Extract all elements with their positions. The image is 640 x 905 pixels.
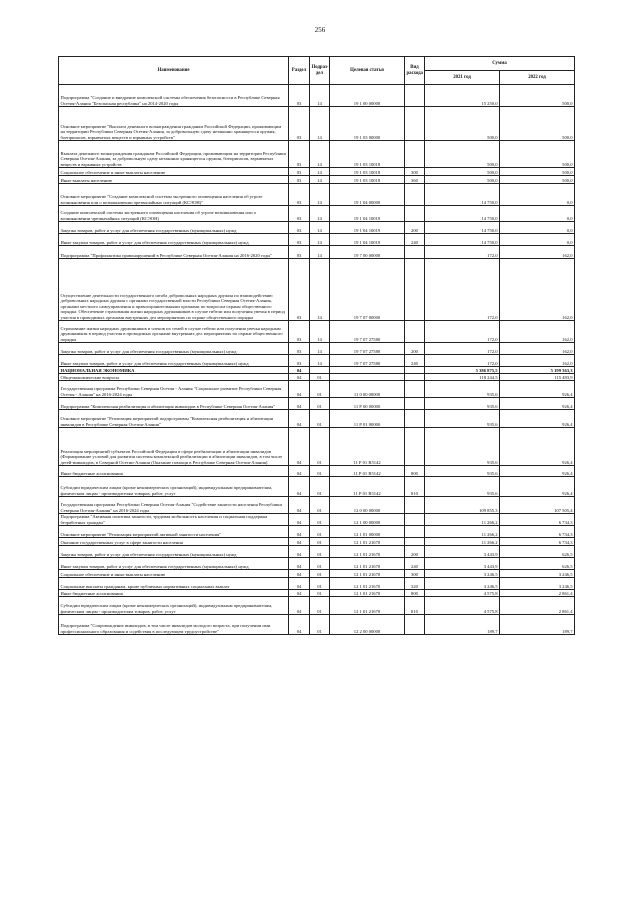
row-podrazdel: 01: [310, 381, 330, 398]
row-vid: [405, 398, 425, 410]
row-vid: 200: [405, 222, 425, 234]
row-sum-2022: 926,4: [500, 410, 575, 428]
row-razdel: 03: [289, 259, 310, 321]
table-row: [59, 321, 575, 343]
row-name: Оказание государственных услуг в сфере занятости населения: [59, 538, 289, 546]
table-row: [59, 514, 575, 526]
table-row: [59, 355, 575, 367]
table-row: [59, 234, 575, 246]
row-celevaya: 19 1 04 00000: [330, 184, 405, 206]
row-vid: [405, 85, 425, 107]
row-sum-2021: 14 750,0: [425, 234, 500, 246]
row-podrazdel: 01: [310, 578, 330, 590]
row-sum-2021: 11 266,2: [425, 538, 500, 546]
row-sum-2022: 162,0: [500, 246, 575, 259]
row-sum-2022: 2 861,4: [500, 590, 575, 597]
row-razdel: 03: [289, 222, 310, 234]
table-row: [59, 590, 575, 597]
row-podrazdel: 14: [310, 343, 330, 355]
table-row: [59, 615, 575, 635]
row-name: Иные закупки товаров, работ и услуг для обеспечения государственных (муниципальных) нужд: [59, 558, 289, 570]
row-celevaya: 19 7 07 00000: [330, 259, 405, 321]
row-sum-2021: 935,6: [425, 428, 500, 466]
row-sum-2021: 5 386 875,5: [425, 367, 500, 374]
row-celevaya: 19 7 07 27580: [330, 321, 405, 343]
row-podrazdel: 14: [310, 246, 330, 259]
row-sum-2021: 935,6: [425, 410, 500, 428]
row-vid: 360: [405, 176, 425, 184]
row-celevaya: 19 1 00 00000: [330, 85, 405, 107]
row-sum-2022: 5 199 363,3: [500, 367, 575, 374]
row-vid: [405, 246, 425, 259]
row-sum-2021: 4 575,8: [425, 590, 500, 597]
table-row: [59, 168, 575, 176]
row-celevaya: 19 1 03 10018: [330, 176, 405, 184]
table-row: [59, 466, 575, 477]
header-celevaya: Целевая статья: [330, 57, 405, 85]
row-vid: [405, 538, 425, 546]
row-razdel: 04: [289, 381, 310, 398]
row-sum-2022: 926,4: [500, 466, 575, 477]
row-sum-2022: 0,0: [500, 222, 575, 234]
table-row: [59, 85, 575, 107]
row-podrazdel: 01: [310, 597, 330, 615]
row-name: Иные бюджетные ассигнования: [59, 590, 289, 597]
row-celevaya: 19 1 03 10018: [330, 141, 405, 168]
row-razdel: 03: [289, 107, 310, 141]
row-name: Закупка товаров, работ и услуг для обеспечения государственных (муниципальных) нужд: [59, 222, 289, 234]
row-sum-2022: 926,4: [500, 398, 575, 410]
row-name: Подпрограмма "Профилактика правонарушений в Республике Северная Осетия-Алания на 2016-2020 годы": [59, 246, 289, 259]
row-podrazdel: 14: [310, 222, 330, 234]
row-celevaya: 11 Р 00 00000: [330, 398, 405, 410]
table-row: [59, 477, 575, 497]
row-name: Закупка товаров, работ и услуг для обеспечения государственных (муниципальных) нужд: [59, 343, 289, 355]
row-name: Создание комплексной системы экстренного оповещения населения об угрозе возникновения или о возникновении чрезвычайных ситуаций (КСЭОН): [59, 206, 289, 222]
row-sum-2022: 3 246,5: [500, 570, 575, 578]
row-name: Подпрограмма "Сопровождение инвалидов, в том числе инвалидов молодого возраста, при получении ими профессионального образования и содействия в последующем трудоустройстве": [59, 615, 289, 635]
row-podrazdel: 01: [310, 514, 330, 526]
row-name: Основное мероприятие "Создание комплексной системы экстренного оповещения населения об угрозе возникновения или о возникновении чрезвычайных ситуаций (КСЭОН)": [59, 184, 289, 206]
row-razdel: 03: [289, 176, 310, 184]
row-podrazdel: 14: [310, 176, 330, 184]
row-vid: [405, 321, 425, 343]
row-sum-2022: 6 734,3: [500, 526, 575, 538]
row-razdel: 03: [289, 355, 310, 367]
table-row: [59, 381, 575, 398]
table-row: [59, 374, 575, 381]
row-vid: 200: [405, 546, 425, 558]
row-razdel: 04: [289, 526, 310, 538]
table-row: [59, 206, 575, 222]
row-name: Основное мероприятие "Реализация мероприятий активной занятости населения": [59, 526, 289, 538]
row-name: Государственная программа Республики Северная Осетия-Алания "Содействие занятости населения Республики Северная Осетия-Алания" на 2016-2024 годы: [59, 497, 289, 514]
row-sum-2021: 935,6: [425, 398, 500, 410]
row-sum-2021: 3 246,5: [425, 570, 500, 578]
row-name: НАЦИОНАЛЬНАЯ ЭКОНОМИКА: [59, 367, 289, 374]
row-razdel: 04: [289, 367, 310, 374]
header-summa: Сумма: [425, 57, 575, 71]
table-row: [59, 141, 575, 168]
row-vid: [405, 141, 425, 168]
row-sum-2022: 926,4: [500, 428, 575, 466]
row-celevaya: 19 1 03 10018: [330, 168, 405, 176]
row-podrazdel: [310, 367, 330, 374]
row-razdel: 03: [289, 234, 310, 246]
row-podrazdel: 01: [310, 477, 330, 497]
header-name: Наименование: [59, 57, 289, 85]
row-sum-2021: 3 443,9: [425, 546, 500, 558]
row-vid: [405, 526, 425, 538]
table-row: [59, 222, 575, 234]
row-celevaya: 11 Р 01 00000: [330, 410, 405, 428]
row-podrazdel: 14: [310, 355, 330, 367]
row-celevaya: 12 1 01 21670: [330, 590, 405, 597]
row-name: Иные бюджетные ассигнования: [59, 466, 289, 477]
row-celevaya: 12 1 01 21670: [330, 578, 405, 590]
row-sum-2022: 6 734,3: [500, 538, 575, 546]
row-razdel: 04: [289, 578, 310, 590]
row-celevaya: 11 Р 01 R5142: [330, 466, 405, 477]
row-name: Субсидии юридическим лицам (кроме некоммерческих организаций), индивидуальным предпринимателям, физическим лицам - производителям товаров, работ, услуг: [59, 477, 289, 497]
row-razdel: 03: [289, 246, 310, 259]
row-razdel: 04: [289, 538, 310, 546]
row-vid: 200: [405, 343, 425, 355]
row-name: Подпрограмма "Комплексная реабилитация и абилитация инвалидов в Республике Северная Осетия-Алания": [59, 398, 289, 410]
row-sum-2021: 4 575,8: [425, 597, 500, 615]
row-sum-2022: 115 483,9: [500, 374, 575, 381]
row-name: Страхование жизни народных дружинников и членов их семей в случае гибели или получения увечья народным дружинником в период участия в проводимых органами внутренних дел мероприятиях по охране общественного порядка: [59, 321, 289, 343]
table-row: [59, 538, 575, 546]
table-row: [59, 546, 575, 558]
row-celevaya: [330, 374, 405, 381]
table-row: [59, 497, 575, 514]
row-razdel: 03: [289, 321, 310, 343]
row-sum-2022: 0,0: [500, 184, 575, 206]
table-row: [59, 246, 575, 259]
row-podrazdel: 01: [310, 374, 330, 381]
row-vid: 800: [405, 466, 425, 477]
row-name: Иные выплаты населению: [59, 176, 289, 184]
row-podrazdel: 01: [310, 428, 330, 466]
row-vid: [405, 381, 425, 398]
row-vid: [405, 497, 425, 514]
row-sum-2022: 6 734,3: [500, 514, 575, 526]
row-sum-2021: 14 750,0: [425, 222, 500, 234]
row-name: Основное мероприятие "Выплата денежного вознаграждения гражданам Российской Федерации, проживающим на территории Республики Северная Осетия-Алания, за добровольную сдачу незаконно хранящегося оружия, боеприпасов, взрывчатых веществ и взрывных устройств": [59, 107, 289, 141]
row-celevaya: 11 Р 01 R5142: [330, 428, 405, 466]
row-vid: [405, 367, 425, 374]
row-razdel: 03: [289, 184, 310, 206]
row-celevaya: 12 2 00 00000: [330, 615, 405, 635]
row-sum-2022: 162,0: [500, 321, 575, 343]
row-vid: 810: [405, 477, 425, 497]
row-podrazdel: 14: [310, 259, 330, 321]
header-vid: Вид расхода: [405, 57, 425, 85]
row-vid: [405, 374, 425, 381]
row-vid: [405, 514, 425, 526]
row-celevaya: 11 0 00 00000: [330, 381, 405, 398]
row-vid: 300: [405, 168, 425, 176]
row-vid: 320: [405, 578, 425, 590]
row-celevaya: 12 1 01 21670: [330, 546, 405, 558]
row-sum-2021: 172,0: [425, 246, 500, 259]
row-sum-2021: 935,6: [425, 477, 500, 497]
row-sum-2021: 11 266,2: [425, 526, 500, 538]
table-row: [59, 398, 575, 410]
table-row: [59, 176, 575, 184]
row-sum-2021: 935,6: [425, 381, 500, 398]
row-name: Выплата денежного вознаграждения гражданам Российской Федерации, проживающим на территории Республики Северная Осетия-Алания, за добровольную сдачу незаконно хранящегося оружия, боеприпасов, взрывчатых веществ и взрывных устройств: [59, 141, 289, 168]
row-podrazdel: 14: [310, 168, 330, 176]
table-row: [59, 184, 575, 206]
row-razdel: 04: [289, 477, 310, 497]
table-row: [59, 558, 575, 570]
row-celevaya: 12 1 01 21670: [330, 538, 405, 546]
row-sum-2021: 500,0: [425, 176, 500, 184]
row-celevaya: 12 1 01 21670: [330, 570, 405, 578]
row-sum-2022: 926,4: [500, 477, 575, 497]
row-podrazdel: 14: [310, 141, 330, 168]
row-razdel: 04: [289, 398, 310, 410]
row-sum-2022: 500,0: [500, 176, 575, 184]
row-vid: 240: [405, 558, 425, 570]
row-sum-2021: 11 266,2: [425, 514, 500, 526]
row-sum-2021: 500,0: [425, 107, 500, 141]
row-name: Субсидии юридическим лицам (кроме некоммерческих организаций), индивидуальным предпринимателям, физическим лицам - производителям товаров, работ, услуг: [59, 597, 289, 615]
header-podrazdel: Подраз-дел: [310, 57, 330, 85]
table-row: [59, 107, 575, 141]
row-razdel: 04: [289, 570, 310, 578]
row-podrazdel: 01: [310, 466, 330, 477]
row-celevaya: 12 1 01 21670: [330, 558, 405, 570]
row-razdel: 03: [289, 343, 310, 355]
row-razdel: 04: [289, 497, 310, 514]
row-razdel: 03: [289, 168, 310, 176]
row-sum-2022: 162,0: [500, 355, 575, 367]
row-podrazdel: 14: [310, 321, 330, 343]
row-vid: [405, 259, 425, 321]
row-vid: [405, 107, 425, 141]
row-razdel: 04: [289, 514, 310, 526]
row-celevaya: 12 1 00 00000: [330, 514, 405, 526]
table-row: [59, 597, 575, 615]
row-podrazdel: 01: [310, 410, 330, 428]
row-vid: [405, 206, 425, 222]
row-podrazdel: 14: [310, 184, 330, 206]
table-header: [59, 57, 575, 85]
row-podrazdel: 01: [310, 546, 330, 558]
row-name: Закупка товаров, работ и услуг для обеспечения государственных (муниципальных) нужд: [59, 546, 289, 558]
row-podrazdel: 01: [310, 570, 330, 578]
row-razdel: 03: [289, 141, 310, 168]
table-row: [59, 526, 575, 538]
row-sum-2021: 935,6: [425, 466, 500, 477]
row-razdel: 04: [289, 466, 310, 477]
row-sum-2022: 0,0: [500, 206, 575, 222]
table-body: [59, 85, 575, 635]
row-vid: 800: [405, 590, 425, 597]
row-podrazdel: 01: [310, 538, 330, 546]
row-name: Государственная программа Республики Северная Осетия - Алания "Социальное развитие Республики Северная Осетия - Алания" на 2016-2024 годы: [59, 381, 289, 398]
row-name: Социальное обеспечение и иные выплаты населению: [59, 570, 289, 578]
row-celevaya: 19 7 07 27580: [330, 343, 405, 355]
row-podrazdel: 01: [310, 526, 330, 538]
row-sum-2022: 626,5: [500, 546, 575, 558]
row-vid: 240: [405, 355, 425, 367]
row-sum-2021: 3 246,5: [425, 578, 500, 590]
table-row: [59, 428, 575, 466]
row-vid: 300: [405, 570, 425, 578]
table-row: [59, 259, 575, 321]
row-vid: [405, 184, 425, 206]
row-sum-2022: 107 505,4: [500, 497, 575, 514]
row-vid: 810: [405, 597, 425, 615]
row-sum-2021: 15 250,0: [425, 85, 500, 107]
row-name: Общеэкономические вопросы: [59, 374, 289, 381]
row-vid: [405, 410, 425, 428]
row-sum-2022: 0,0: [500, 234, 575, 246]
row-podrazdel: 14: [310, 85, 330, 107]
row-razdel: 04: [289, 615, 310, 635]
row-sum-2022: 500,0: [500, 141, 575, 168]
row-podrazdel: 01: [310, 558, 330, 570]
row-sum-2021: 172,0: [425, 321, 500, 343]
row-podrazdel: 01: [310, 497, 330, 514]
row-name: Социальное обеспечение и иные выплаты населению: [59, 168, 289, 176]
row-sum-2022: 500,0: [500, 85, 575, 107]
row-celevaya: 12 0 00 00000: [330, 497, 405, 514]
row-sum-2021: 118 244,5: [425, 374, 500, 381]
row-celevaya: 19 1 04 10019: [330, 222, 405, 234]
row-name: Осуществление деятельности государственного штаба добровольных народных дружин по взаимодействию добровольных народных дружин с органами государственной власти Республики Северная Осетия-Алания, органами местного самоуправления и правоохранительными органами по вопросам охраны общественного порядка. Обеспечение страхования жизни народных дружинников в случае гибели или получения увечья в период участия в проводимых органами внутренних дел мероприятиях по охране общественного порядка: [59, 259, 289, 321]
row-sum-2021: 109 855,3: [425, 497, 500, 514]
row-razdel: 03: [289, 85, 310, 107]
row-celevaya: 12 1 01 00000: [330, 526, 405, 538]
header-razdel: Раздел: [289, 57, 310, 85]
row-celevaya: 19 7 07 27580: [330, 355, 405, 367]
row-razdel: 04: [289, 428, 310, 466]
row-sum-2022: 162,0: [500, 343, 575, 355]
row-razdel: 04: [289, 597, 310, 615]
table-row: [59, 367, 575, 374]
table-row: [59, 343, 575, 355]
row-sum-2022: 926,4: [500, 381, 575, 398]
row-sum-2021: 172,0: [425, 259, 500, 321]
row-name: Подпрограмма "Активная политика занятости, трудовая мобильность населения и социальная поддержка безработных граждан": [59, 514, 289, 526]
row-razdel: 04: [289, 546, 310, 558]
row-vid: [405, 428, 425, 466]
row-celevaya: 19 1 03 00000: [330, 107, 405, 141]
row-name: Реализация мероприятий субъектов Российской Федерации в сфере реабилитации и абилитации инвалидов (Формирование условий для развития системы комплексной реабилитации и абилитации инвалидов, в том числе детей-инвалидов, в Северной Осетии-Алании (Оказание помощи в Республике Северная Осетия-Алания): [59, 428, 289, 466]
row-sum-2021: 14 750,0: [425, 206, 500, 222]
row-podrazdel: 14: [310, 107, 330, 141]
table-row: [59, 578, 575, 590]
row-sum-2022: 626,5: [500, 558, 575, 570]
row-celevaya: [330, 367, 405, 374]
row-razdel: 04: [289, 374, 310, 381]
row-podrazdel: 14: [310, 206, 330, 222]
row-name: Подпрограмма "Создание и внедрение комплексной системы обеспечения безопасности в Республике Северная Осетия-Алания "Безопасная республика" на 2014-2020 годы: [59, 85, 289, 107]
row-podrazdel: 01: [310, 615, 330, 635]
row-podrazdel: 14: [310, 234, 330, 246]
row-celevaya: 19 7 00 00000: [330, 246, 405, 259]
row-sum-2022: 500,0: [500, 168, 575, 176]
row-sum-2021: 500,0: [425, 141, 500, 168]
row-vid: [405, 615, 425, 635]
row-razdel: 04: [289, 590, 310, 597]
row-razdel: 04: [289, 410, 310, 428]
row-sum-2022: 2 861,4: [500, 597, 575, 615]
row-sum-2021: 172,0: [425, 355, 500, 367]
row-podrazdel: 01: [310, 398, 330, 410]
row-celevaya: 19 1 04 10019: [330, 206, 405, 222]
row-celevaya: 11 Р 01 R5142: [330, 477, 405, 497]
row-podrazdel: 01: [310, 590, 330, 597]
row-name: Иные закупки товаров, работ и услуг для обеспечения государственных (муниципальных) нужд: [59, 234, 289, 246]
row-sum-2021: 172,0: [425, 343, 500, 355]
row-sum-2021: 3 443,9: [425, 558, 500, 570]
row-sum-2021: 189,7: [425, 615, 500, 635]
row-name: Социальные выплаты гражданам, кроме публичных нормативных социальных выплат: [59, 578, 289, 590]
row-vid: 240: [405, 234, 425, 246]
row-sum-2021: 500,0: [425, 168, 500, 176]
row-name: Иные закупки товаров, работ и услуг для обеспечения государственных (муниципальных) нужд: [59, 355, 289, 367]
row-sum-2022: 189,7: [500, 615, 575, 635]
table-row: [59, 570, 575, 578]
row-celevaya: 12 1 01 21670: [330, 597, 405, 615]
row-sum-2022: 500,0: [500, 107, 575, 141]
table-row: [59, 410, 575, 428]
row-name: Основное мероприятие "Реализация мероприятий подпрограммы "Комплексная реабилитация и абилитация инвалидов в Республике Северная Осетия-Алания": [59, 410, 289, 428]
header-2021: 2021 год: [425, 71, 500, 85]
header-2022: 2022 год: [500, 71, 575, 85]
row-celevaya: 19 1 04 10019: [330, 234, 405, 246]
budget-table: [58, 56, 575, 635]
page-number: 256: [314, 26, 326, 34]
row-razdel: 04: [289, 558, 310, 570]
row-razdel: 03: [289, 206, 310, 222]
row-sum-2022: 3 246,5: [500, 578, 575, 590]
row-sum-2021: 14 750,0: [425, 184, 500, 206]
row-sum-2022: 162,0: [500, 259, 575, 321]
